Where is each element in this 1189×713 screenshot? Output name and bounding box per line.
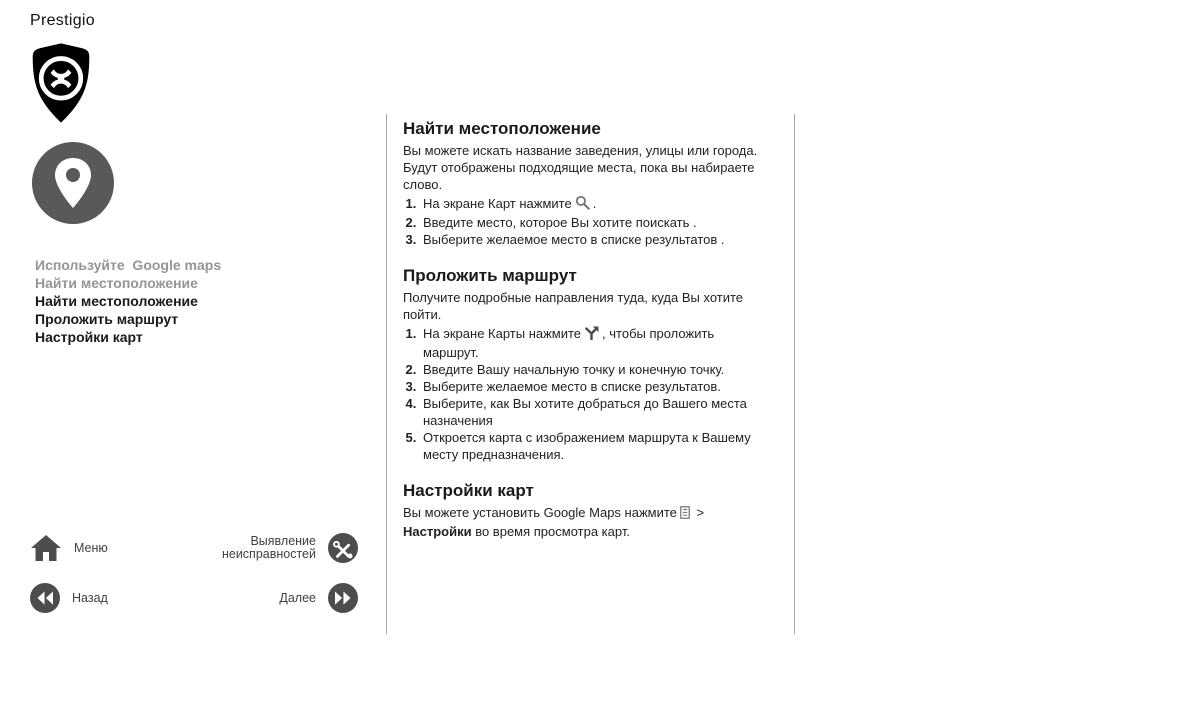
section-intro: Вы можете искать название заведения, улицы или города. Будут отображены подходящие места, пока вы набираете слово.: [403, 143, 758, 192]
toc-item-map-settings[interactable]: Настройки карт: [35, 329, 143, 345]
step-item: 1. На экране Карт нажмите .: [420, 195, 765, 214]
toc-item-get-directions[interactable]: Проложить маршрут: [35, 311, 179, 327]
next-icon: [328, 583, 358, 613]
nav-row-top: [30, 533, 358, 563]
search-icon: [575, 195, 590, 214]
back-button[interactable]: [30, 583, 108, 613]
toc-item-find-location-prev[interactable]: Найти местоположение: [35, 275, 198, 291]
section-intro: Вы можете установить Google Maps нажмите > Настройки во время просмотра карт.: [403, 505, 705, 539]
section-find-location: [403, 118, 765, 248]
back-label: Назад: [72, 591, 108, 605]
toc-item-find-location[interactable]: Найти местоположение: [35, 293, 198, 309]
section-get-directions: [403, 265, 765, 463]
options-menu-icon: [680, 506, 690, 523]
section-map-settings: [403, 480, 765, 540]
steps-list: [403, 325, 765, 463]
step-item: 4. Выберите, как Вы хотите добраться до Вашего места назначения: [420, 395, 765, 429]
toc-item-use-google-maps[interactable]: Используйте Google maps: [35, 257, 222, 273]
bold-settings-word: Настройки: [403, 524, 472, 539]
next-label: Далее: [279, 591, 316, 605]
section-title: Проложить маршрут: [403, 266, 577, 285]
content-divider-left: [386, 114, 387, 634]
section-title: Настройки карт: [403, 481, 534, 500]
next-button[interactable]: [279, 583, 358, 613]
content: [403, 118, 765, 557]
step-item: 3. Выберите желаемое место в списке результатов.: [420, 378, 765, 395]
toc: [35, 256, 221, 346]
prestigio-shield-logo: [28, 40, 94, 126]
location-pin-icon: [32, 142, 114, 224]
troubleshooting-label: Выявление неисправностей: [221, 534, 316, 561]
content-divider-right: [794, 114, 795, 634]
home-icon: [30, 534, 62, 562]
step-item: 2. Введите Вашу начальную точку и конечную точку.: [420, 361, 765, 378]
steps-list: [403, 195, 765, 248]
troubleshooting-button[interactable]: [216, 533, 358, 563]
step-item: 2. Введите место, которое Вы хотите поискать .: [420, 214, 765, 231]
menu-button[interactable]: [30, 534, 108, 562]
bottom-nav: [30, 533, 358, 633]
troubleshooting-tools-icon: [328, 533, 358, 563]
step-item: 1. На экране Карты нажмите , чтобы проложить маршрут.: [420, 325, 765, 361]
step-item: 5. Откроется карта с изображением маршрута к Вашему месту предназначения.: [420, 429, 765, 463]
step-item: 3. Выберите желаемое место в списке результатов .: [420, 231, 765, 248]
brand-logo-text: Prestigio: [30, 12, 95, 29]
section-intro: Получите подробные направления туда, куда Вы хотите пойти.: [403, 290, 744, 322]
section-title: Найти местоположение: [403, 119, 601, 138]
back-icon: [30, 583, 60, 613]
nav-row-bottom: [30, 583, 358, 613]
directions-icon: [584, 326, 599, 344]
menu-label: Меню: [74, 541, 108, 555]
